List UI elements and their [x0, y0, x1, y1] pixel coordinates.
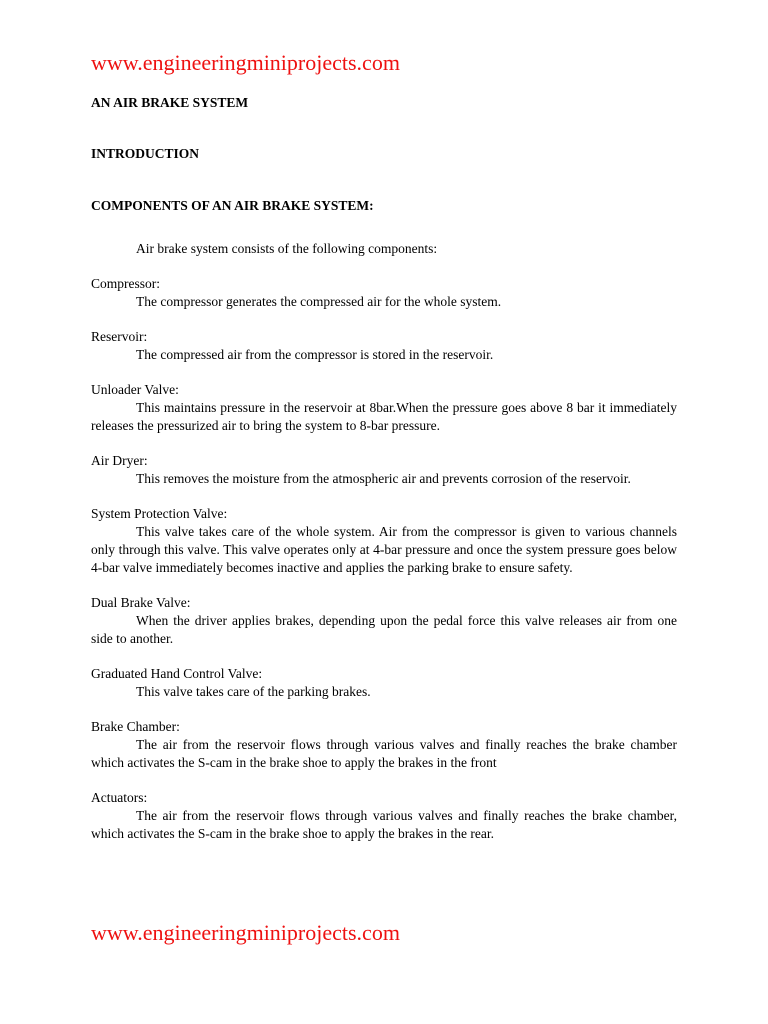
introduction-heading: INTRODUCTION: [91, 146, 200, 161]
component-air-dryer: [91, 452, 677, 488]
component-name: Actuators:: [91, 790, 148, 805]
component-description: When the driver applies brakes, depending upon the pedal force this valve releases air from one side to another.: [91, 613, 677, 646]
component-name: System Protection Valve:: [91, 506, 228, 521]
component-name: Unloader Valve:: [91, 382, 179, 397]
component-description: This valve takes care of the parking brakes.: [136, 684, 371, 699]
component-description: This maintains pressure in the reservoir at 8bar.When the pressure goes above 8 bar it immediately releases the pressurized air to bring the system to 8-bar pressure.: [91, 400, 677, 433]
component-actuators: [91, 789, 677, 843]
component-brake-chamber: [91, 718, 677, 772]
component-reservoir: [91, 328, 677, 364]
components-heading: COMPONENTS OF AN AIR BRAKE SYSTEM:: [91, 198, 374, 213]
component-graduated-hand-control-valve: [91, 665, 677, 701]
component-name: Brake Chamber:: [91, 719, 180, 734]
footer-site-link[interactable]: www.engineeringminiprojects.com: [91, 920, 400, 945]
component-description: The compressed air from the compressor is stored in the reservoir.: [136, 347, 494, 362]
component-description: This valve takes care of the whole system. Air from the compressor is given to various channels only through this valve. This valve operates only at 4-bar pressure and once the system pressure goes below 4-bar valve immediately becomes inactive and applies the parking brake to ensure safety.: [91, 524, 677, 575]
component-name: Compressor:: [91, 276, 160, 291]
component-unloader-valve: [91, 381, 677, 435]
component-system-protection-valve: [91, 505, 677, 577]
header-site-link[interactable]: www.engineeringminiprojects.com: [91, 50, 400, 75]
component-name: Air Dryer:: [91, 453, 148, 468]
components-list: [91, 275, 677, 860]
component-compressor: [91, 275, 677, 311]
component-dual-brake-valve: [91, 594, 677, 648]
component-description: The air from the reservoir flows through various valves and finally reaches the brake chamber, which activates the S-cam in the brake shoe to apply the brakes in the rear.: [91, 808, 677, 841]
component-description: The compressor generates the compressed air for the whole system.: [136, 294, 502, 309]
component-name: Reservoir:: [91, 329, 148, 344]
component-name: Dual Brake Valve:: [91, 595, 191, 610]
document-title: AN AIR BRAKE SYSTEM: [91, 95, 249, 110]
component-description: The air from the reservoir flows through various valves and finally reaches the brake chamber which activates the S-cam in the brake shoe to apply the brakes in the front: [91, 737, 677, 770]
component-name: Graduated Hand Control Valve:: [91, 666, 263, 681]
component-description: This removes the moisture from the atmospheric air and prevents corrosion of the reservoir.: [136, 471, 631, 486]
components-intro-text: Air brake system consists of the following components:: [136, 241, 438, 256]
